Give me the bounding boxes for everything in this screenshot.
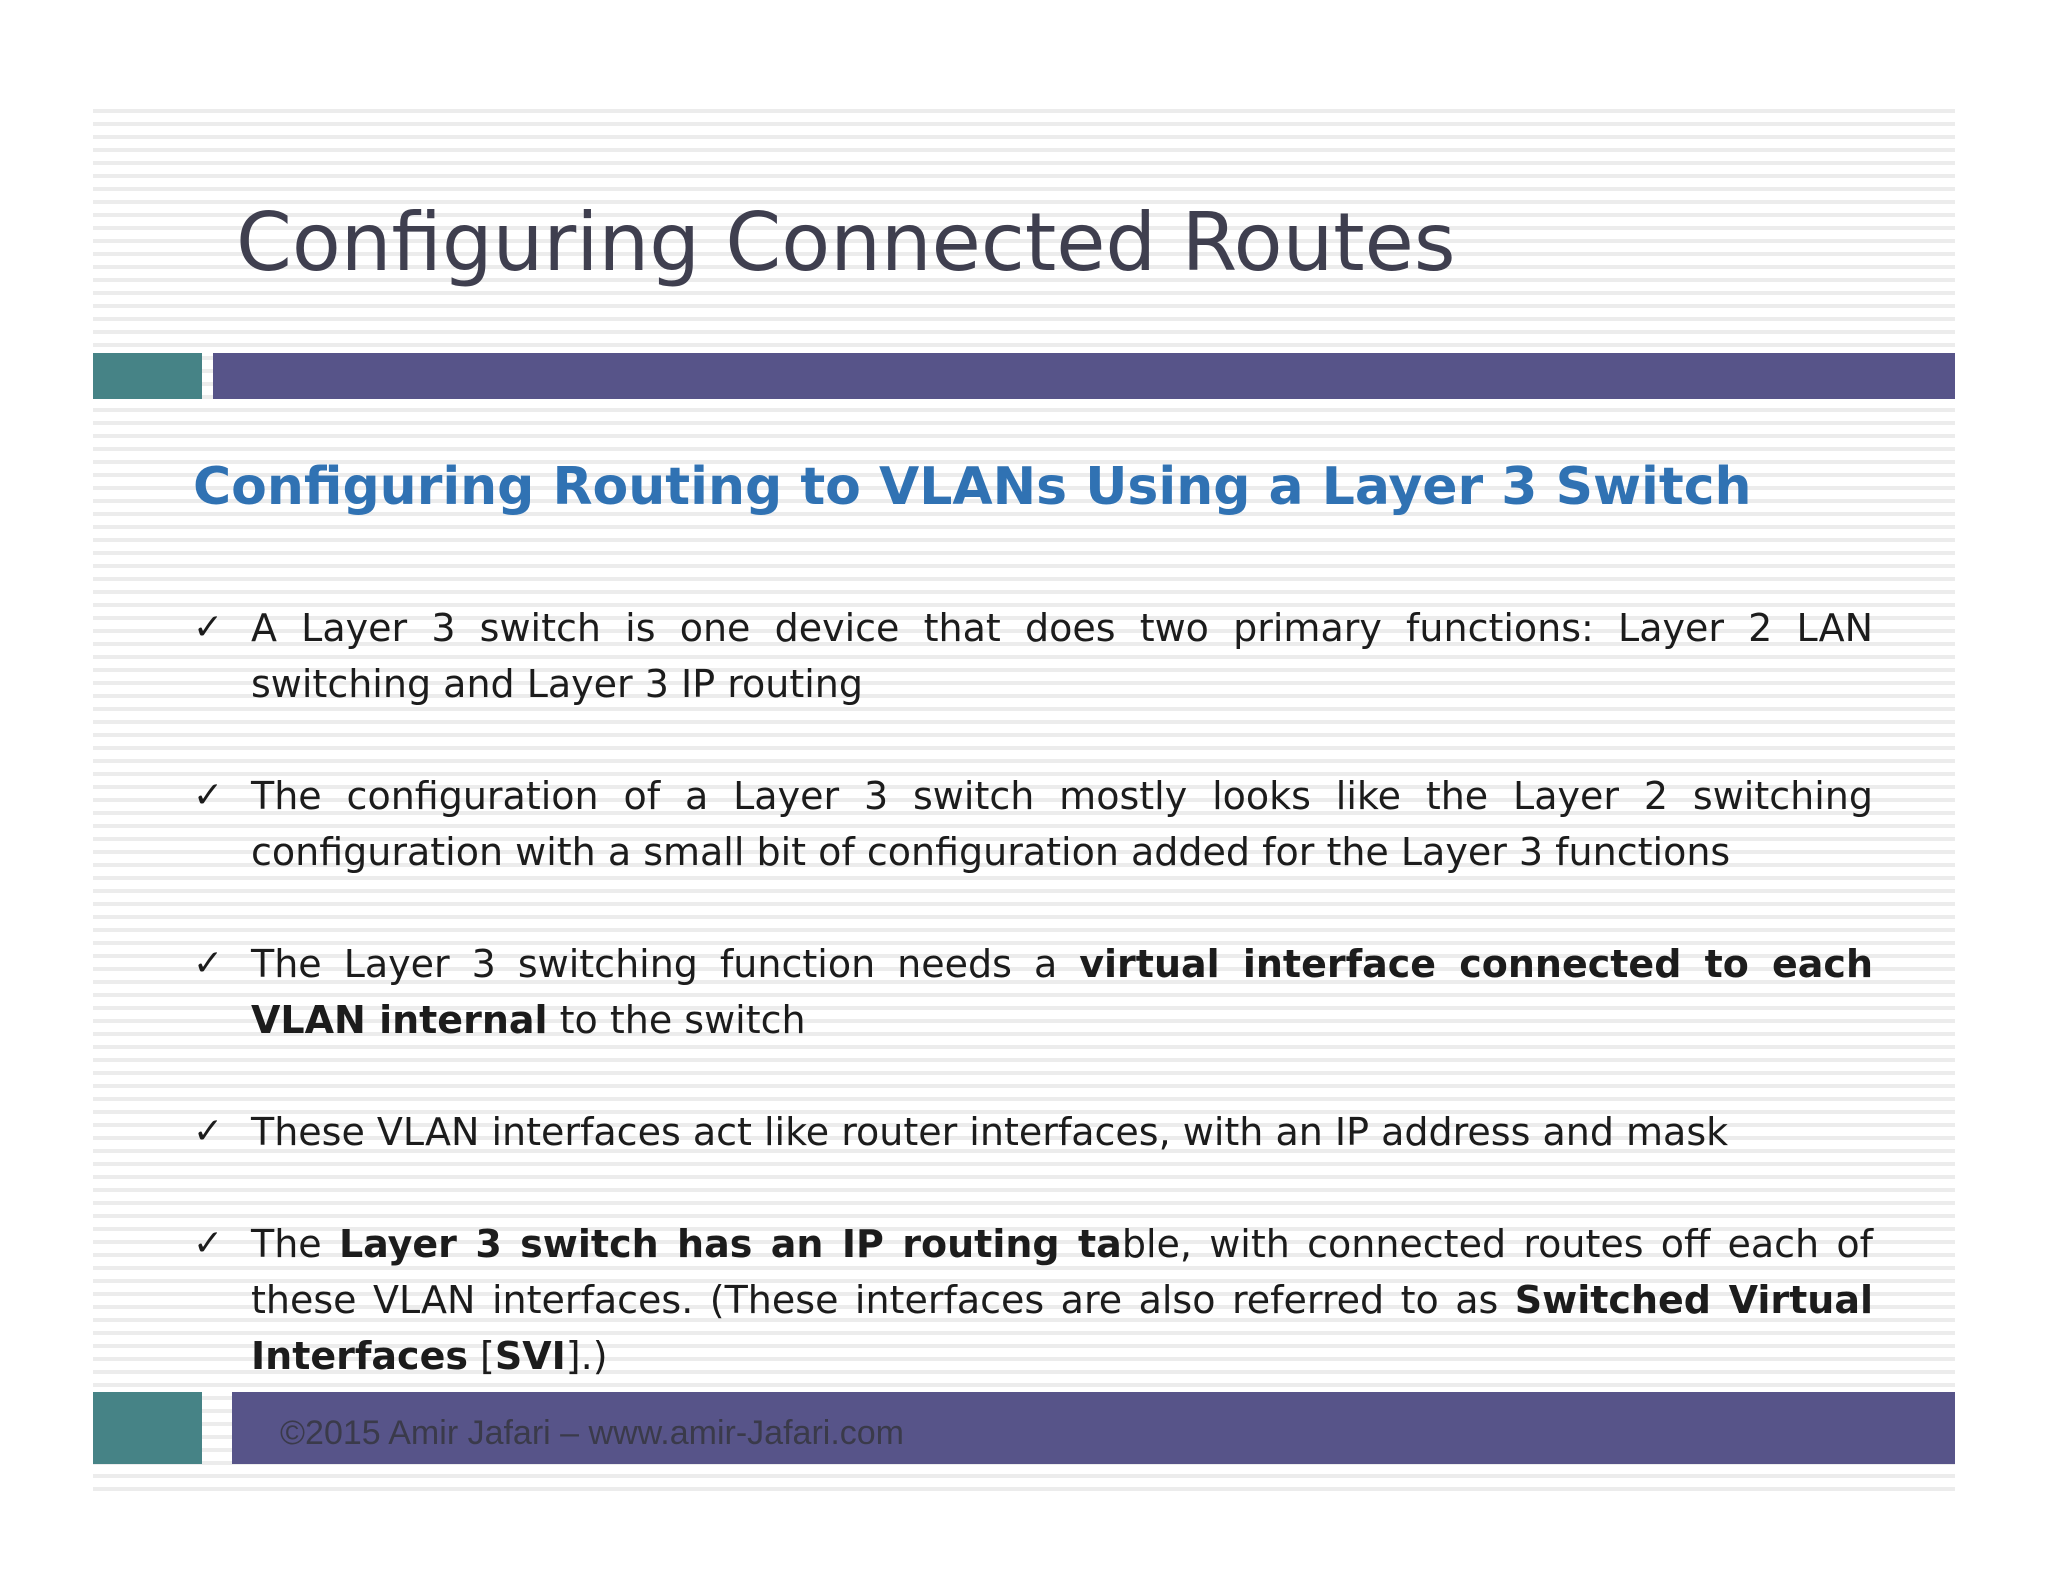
checkmark-icon: ✓	[193, 1111, 224, 1152]
bullet-text	[251, 1216, 1873, 1384]
checkmark-icon: ✓	[193, 607, 224, 648]
bullet-text-segment: [	[467, 1334, 495, 1378]
checkmark-icon: ✓	[193, 943, 224, 984]
bullet-text-segment: to the switch	[547, 998, 806, 1042]
bullet-text-segment: A Layer 3 switch is one device that does two primary functions: Layer 2 LAN switching and Layer 3 IP routing	[251, 606, 1873, 706]
bullet-text-bold: Layer 3 switch has an IP routing ta	[338, 1222, 1122, 1266]
bullet-text	[251, 1104, 1873, 1160]
bullet-text-segment: The configuration of a Layer 3 switch mostly looks like the Layer 2 switching configuration with a small bit of configuration added for the Layer 3 functions	[251, 774, 1873, 874]
bullet-text-segment: ble, with connected routes off each of these VLAN interfaces. (These interfaces are also referred to as	[251, 1222, 1873, 1322]
footer-copyright: ©2015 Amir Jafari – www.amir-Jafari.com	[280, 1414, 905, 1452]
bullet-item	[193, 936, 1873, 1048]
slide-subtitle: Configuring Routing to VLANs Using a Layer 3 Switch	[193, 457, 1752, 517]
header-divider-bar	[213, 353, 1955, 399]
bullet-text-bold: SVI	[494, 1334, 566, 1378]
bullet-item	[193, 1216, 1873, 1384]
bullet-item	[193, 768, 1873, 880]
bullet-text-segment: The Layer 3 switching function needs a	[251, 942, 1080, 986]
bullet-item	[193, 1104, 1873, 1160]
bullet-item	[193, 600, 1873, 712]
bullet-text-bold: Switched Virtual Interfaces	[251, 1278, 1873, 1378]
bullet-text-segment: ].)	[565, 1334, 608, 1378]
bullet-text-segment: The	[251, 1222, 339, 1266]
bullet-text-segment: These VLAN interfaces act like router interfaces, with an IP address and mask	[251, 1110, 1729, 1154]
bullet-text	[251, 936, 1873, 1048]
bullet-text	[251, 600, 1873, 712]
checkmark-icon: ✓	[193, 1223, 224, 1264]
header-accent-block	[93, 353, 202, 399]
bullet-text-bold: virtual interface connected to each VLAN internal	[251, 942, 1873, 1042]
footer-accent-block	[93, 1392, 202, 1464]
slide-title: Configuring Connected Routes	[236, 196, 1456, 289]
bullet-list	[193, 600, 1873, 1440]
checkmark-icon: ✓	[193, 775, 224, 816]
bullet-text	[251, 768, 1873, 880]
